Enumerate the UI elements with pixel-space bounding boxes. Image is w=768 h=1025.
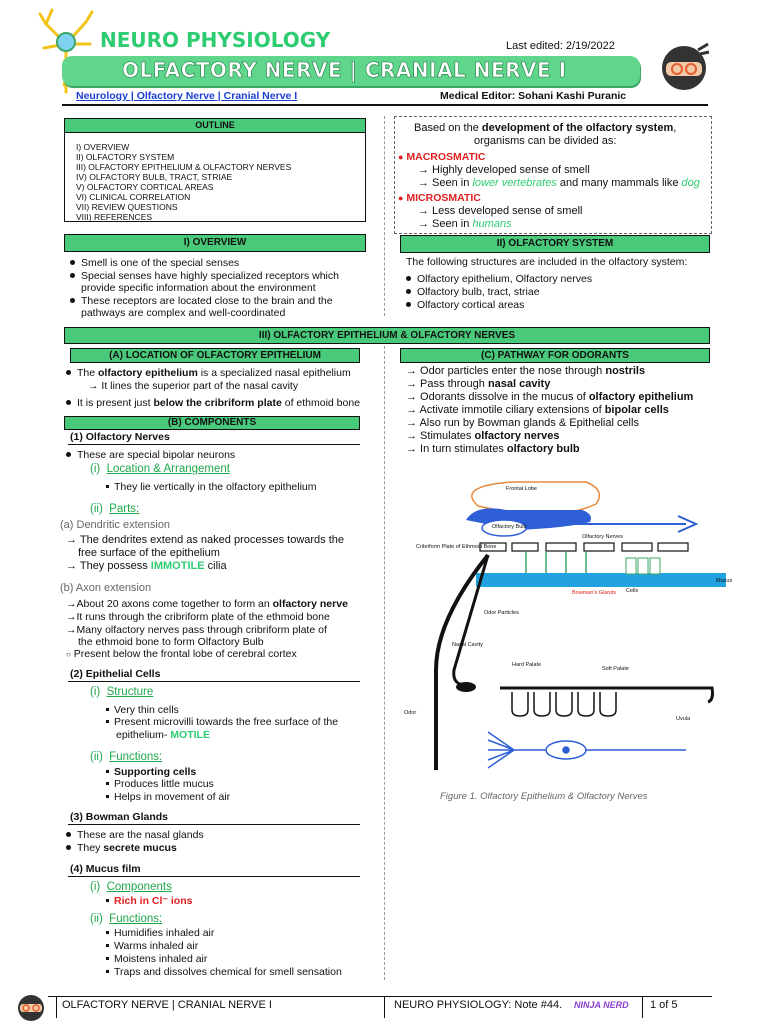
overview-point: These receptors are located close to the brain and the — [70, 295, 333, 308]
devbox-intro-2: organisms can be divided as: — [474, 135, 617, 147]
label-frontal-lobe: Frontal Lobe — [506, 486, 537, 492]
divider — [68, 681, 360, 682]
microsmatic-point-1: → Less developed sense of smell — [418, 205, 583, 217]
system-item: Olfactory cortical areas — [406, 299, 524, 312]
function-point: Produces little mucus — [106, 778, 214, 791]
microsmatic-heading: ● MICROSMATIC — [398, 192, 481, 204]
location-arrangement-heading: (i) Location & Arrangement — [90, 463, 230, 475]
olfactory-nerves-heading: (1) Olfactory Nerves — [70, 431, 170, 443]
page-number: 1 of 5 — [650, 999, 678, 1011]
header-divider — [62, 104, 708, 106]
figure-caption: Figure 1. Olfactory Epithelium & Olfactory Nerves — [440, 791, 648, 802]
devbox-intro: Based on the development of the olfactory system, — [414, 122, 677, 134]
breadcrumb[interactable]: Neurology | Olfactory Nerve | Cranial Nerve I — [76, 90, 298, 102]
overview-point-cont: provide specific information about the environment — [81, 282, 316, 294]
macrosmatic-point-1: → Highly developed sense of smell — [418, 164, 590, 176]
components-header: (B) COMPONENTS — [64, 416, 360, 430]
label-odor-particles: Odor Particles — [484, 610, 519, 616]
structure-point: Very thin cells — [106, 704, 179, 717]
footer-title: OLFACTORY NERVE | CRANIAL NERVE I — [62, 999, 272, 1011]
footer-divider — [48, 996, 712, 997]
overview-point: Special senses have highly specialized receptors which — [70, 270, 339, 283]
label-uvula: Uvula — [676, 716, 691, 722]
system-intro: The following structures are included in the olfactory system: — [406, 256, 688, 268]
location-point: It is present just below the cribriform plate of ethmoid bone — [66, 397, 360, 410]
outline-title: OUTLINE — [65, 119, 365, 133]
function-point: Supporting cells — [106, 766, 196, 779]
footer-left-border — [56, 996, 57, 1018]
label-mucus: Mucus — [716, 578, 733, 584]
section-overview-header: I) OVERVIEW — [64, 234, 366, 252]
outline-item[interactable]: VI) CLINICAL CORRELATION — [76, 192, 191, 202]
footer-mid-border — [384, 996, 385, 1018]
location-header: (A) LOCATION OF OLFACTORY EPITHELIUM — [70, 348, 360, 363]
macrosmatic-heading: ● MACROSMATIC — [398, 151, 486, 163]
ninja-avatar-icon — [658, 40, 710, 92]
label-nasal-cavity: Nasal Cavity — [452, 642, 483, 648]
footer-brand-logo: NINJA NERD — [574, 1000, 629, 1010]
structure-heading: (i) Structure — [90, 686, 154, 698]
pathway-step: → Activate immotile ciliary extensions of bipolar cells — [406, 404, 669, 416]
parts-heading: (ii) Parts: — [90, 503, 140, 515]
axon-point: →Many olfactory nerves pass through cribriform plate of — [66, 624, 327, 636]
outline-item[interactable]: IV) OLFACTORY BULB, TRACT, STRIAE — [76, 172, 233, 182]
mucus-film-heading: (4) Mucus film — [70, 863, 141, 875]
axon-point: →It runs through the cribriform plate of the ethmoid bone — [66, 611, 330, 623]
pathway-step: → Odor particles enter the nose through nostrils — [406, 365, 646, 377]
medical-editor: Medical Editor: Sohani Kashi Puranic — [440, 90, 627, 102]
series-title: NEURO PHYSIOLOGY — [100, 28, 331, 52]
outline-item[interactable]: V) OLFACTORY CORTICAL AREAS — [76, 182, 214, 192]
pathway-step: → Pass through nasal cavity — [406, 378, 551, 390]
footer-note: NEURO PHYSIOLOGY: Note #44. — [394, 999, 563, 1011]
label-soft-palate: Soft Palate — [602, 666, 629, 672]
column-divider — [384, 346, 385, 980]
axon-heading: (b) Axon extension — [60, 582, 152, 594]
overview-point: Smell is one of the special senses — [70, 257, 239, 270]
label-cribriform-plate: Cribriform Plate of Ethmoid Bone — [416, 544, 497, 550]
dendritic-heading: (a) Dendritic extension — [60, 519, 171, 531]
outline-list — [76, 142, 291, 222]
mucus-functions-heading: (ii) Functions: — [90, 913, 163, 925]
page-title-banner — [62, 56, 640, 86]
ninja-footer-icon — [12, 990, 50, 1022]
outline-item[interactable]: VII) REVIEW QUESTIONS — [76, 202, 178, 212]
label-bowmans-glands: Bowman's Glands — [572, 590, 617, 596]
olfactory-diagram — [396, 470, 733, 780]
outline-item[interactable]: II) OLFACTORY SYSTEM — [76, 152, 175, 162]
structure-point: Present microvilli towards the free surface of the — [106, 716, 338, 729]
dendrite-point: → The dendrites extend as naked processes towards the — [66, 534, 345, 546]
pathway-step: → In turn stimulates olfactory bulb — [406, 443, 580, 455]
divider — [68, 824, 360, 825]
bowman-point: These are the nasal glands — [66, 829, 204, 842]
mucus-function-point: Humidifies inhaled air — [106, 927, 214, 940]
label-olfactory-nerves: Olfactory Nerves — [582, 534, 623, 540]
location-point: The olfactory epithelium is a specialized nasal epithelium — [66, 367, 351, 380]
label-olfactory-bulb: Olfactory Bulb — [492, 524, 527, 530]
divider — [68, 444, 360, 445]
axon-point: →About 20 axons come together to form an olfactory nerve — [66, 598, 348, 610]
divider — [68, 876, 360, 877]
label-cells: Cells — [626, 588, 639, 594]
label-odor: Odor — [404, 710, 417, 716]
overview-point-cont: pathways are complex and well-coordinated — [81, 307, 286, 319]
microsmatic-point-2: → Seen in humans — [418, 218, 512, 230]
location-point-arrow: → It lines the superior part of the nasal cavity — [88, 380, 299, 392]
dendrite-point: → They possess IMMOTILE cilia — [66, 560, 227, 572]
mucus-function-point: Moistens inhaled air — [106, 953, 207, 966]
pathway-header: (C) PATHWAY FOR ODORANTS — [400, 348, 710, 363]
structure-point-cont: epithelium- MOTILE — [116, 729, 210, 741]
system-item: Olfactory bulb, tract, striae — [406, 286, 540, 299]
system-item: Olfactory epithelium, Olfactory nerves — [406, 273, 592, 286]
mucus-components-heading: (i) Components — [90, 881, 172, 893]
mucus-function-point: Warms inhaled air — [106, 940, 198, 953]
mucus-component-point: Rich in Cl⁻ ions — [106, 895, 192, 908]
outline-item[interactable]: VIII) REFERENCES — [76, 212, 153, 222]
pathway-step: → Also run by Bowman glands & Epithelial cells — [406, 417, 639, 429]
label-hard-palate: Hard Palate — [512, 662, 542, 668]
outline-item[interactable]: III) OLFACTORY EPITHELIUM & OLFACTORY NERVES — [76, 162, 292, 172]
bowman-point: They secrete mucus — [66, 842, 177, 855]
pathway-step: → Odorants dissolve in the mucus of olfactory epithelium — [406, 391, 694, 403]
arrangement-point: They lie vertically in the olfactory epithelium — [106, 481, 317, 494]
column-divider — [384, 116, 385, 316]
axon-point: ○ Present below the frontal lobe of cerebral cortex — [66, 648, 297, 660]
epithelial-cells-heading: (2) Epithelial Cells — [70, 668, 161, 680]
bowman-glands-heading: (3) Bowman Glands — [70, 811, 169, 823]
page-title: OLFACTORY NERVE | CRANIAL NERVE I — [122, 58, 567, 82]
pathway-step: → Stimulates olfactory nerves — [406, 430, 560, 442]
nerve-point: These are special bipolar neurons — [66, 449, 235, 462]
functions-heading: (ii) Functions: — [90, 751, 163, 763]
section-epithelium-header: III) OLFACTORY EPITHELIUM & OLFACTORY NERVES — [64, 327, 710, 344]
footer-page-border — [642, 996, 643, 1018]
mucus-function-point: Traps and dissolves chemical for smell sensation — [106, 966, 342, 979]
section-olfactory-system-header: II) OLFACTORY SYSTEM — [400, 235, 710, 253]
axon-point-cont: the ethmoid bone to form Olfactory Bulb — [78, 636, 264, 648]
outline-item[interactable]: I) OVERVIEW — [76, 142, 130, 152]
dendrite-point-cont: free surface of the epithelium — [78, 547, 220, 559]
function-point: Helps in movement of air — [106, 791, 230, 804]
macrosmatic-point-2: → Seen in lower vertebrates and many mammals like dog — [418, 177, 700, 189]
last-edited: Last edited: 2/19/2022 — [506, 40, 615, 52]
